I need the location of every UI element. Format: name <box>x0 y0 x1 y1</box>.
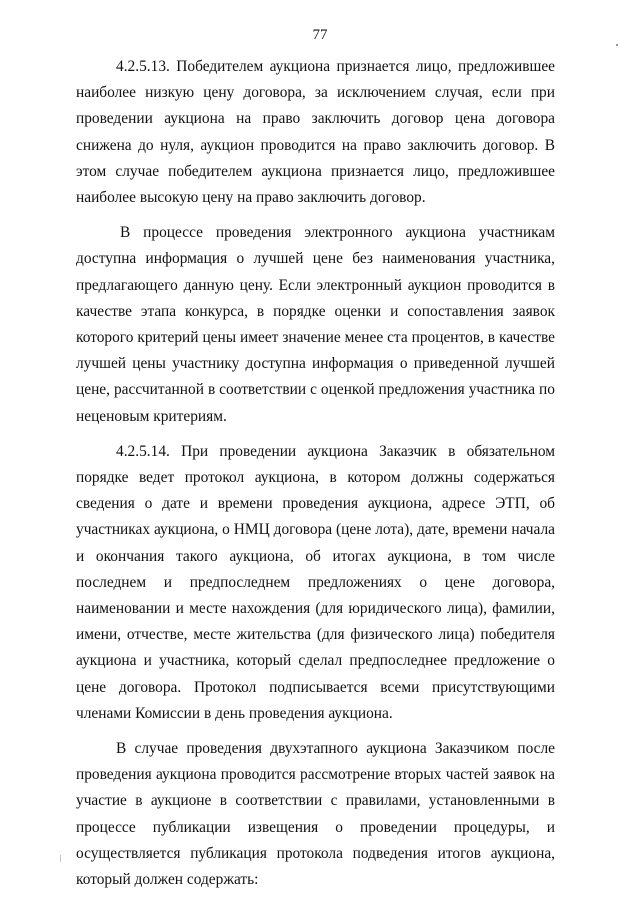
paragraph-two-stage-auction: В случае проведения двухэтапного аукциона Заказчиком после проведения аукциона проводится рассмотрение вторых частей заявок на участие в аукционе в соответствии с правилами, установленными в процессе публикации извещения о проведении процедуры, и осуществляется публикация протокола подведения итогов аукциона, который должен содержать: <box>76 740 555 889</box>
scan-speck <box>60 855 61 862</box>
paragraph-4-2-5-14: 4.2.5.14. При проведении аукциона Заказчик в обязательном порядке ведет протокол аукциона, в котором должны содержаться сведения о дате и времени проведения аукциона, адресе ЭТП, об участниках аукциона, о НМЦ договора (цене лота), дате, времени начала и окончания такого аукциона, об итогах аукциона, в том числе последнем и предпоследнем предложениях о цене договора, наименовании и месте нахождения (для юридического лица), фамилии, имени, отчестве, месте жительства (для физического лица) победителя аукциона и участника, который сделал предпоследнее предложение о цене договора. Протокол подписывается всеми присутствующими членами Комиссии в день проведения аукциона. <box>76 442 555 722</box>
page-number: 77 <box>312 27 328 43</box>
scan-speck <box>616 44 618 46</box>
paragraph-4-2-5-13: 4.2.5.13. Победителем аукциона признается лицо, предложившее наиболее низкую цену договора, за исключением случая, если при проведении аукциона на право заключить договор цена договора снижена до нуля, аукцион проводится на право заключить договор. В этом случае победителем аукциона признается лицо, предложившее наиболее высокую цену на право заключить договор. <box>76 58 555 207</box>
body-text <box>76 54 555 902</box>
paragraph-electronic-auction-info: В процессе проведения электронного аукциона участникам доступна информация о лучшей цене без наименования участника, предлагающего данную цену. Если электронный аукцион проводится в качестве этапа конкурса, в порядке оценки и сопоставления заявок которого критерий цены имеет значение менее ста процентов, в качестве лучшей цены участнику доступна информация о приведенной лучшей цене, рассчитанной в соответствии с оценкой предложения участника по неценовым критериям. <box>76 224 555 425</box>
